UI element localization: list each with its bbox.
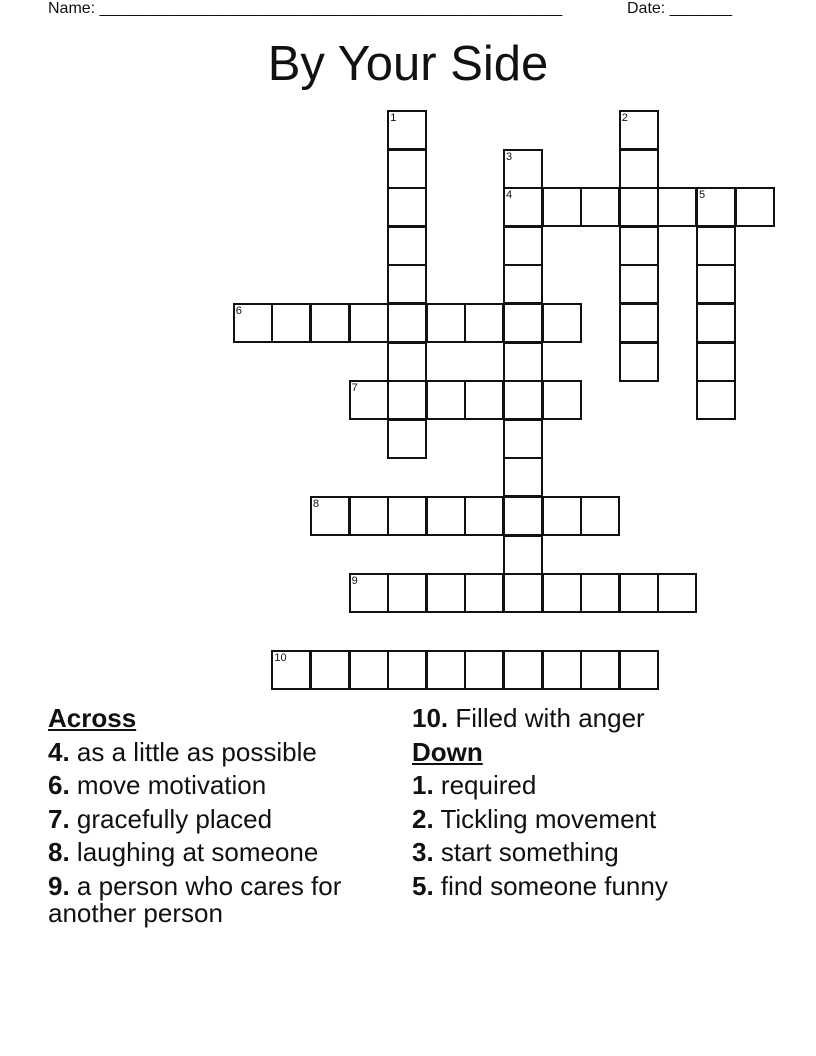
grid-cell[interactable] (657, 187, 697, 227)
grid-cell[interactable] (503, 496, 543, 536)
clues-column-left (48, 702, 388, 927)
grid-cell[interactable] (426, 380, 466, 420)
grid-cell[interactable] (735, 187, 775, 227)
grid-cell[interactable] (696, 226, 736, 266)
across-clue-10 (412, 702, 782, 736)
grid-cell[interactable] (696, 380, 736, 420)
clue-text: as a little as possible (76, 736, 317, 767)
grid-cell[interactable] (387, 110, 427, 150)
across-clue-4 (48, 736, 388, 770)
name-field-label: Name: ____________________________________________________ (48, 0, 563, 17)
grid-cell[interactable] (542, 496, 582, 536)
grid-cell[interactable] (503, 650, 543, 690)
grid-cell[interactable] (349, 573, 389, 613)
date-field-label: Date: _______ (627, 0, 732, 17)
grid-cell[interactable] (387, 303, 427, 343)
grid-cell[interactable] (464, 303, 504, 343)
clue-text: a person who cares for another person (48, 870, 342, 928)
grid-cell[interactable] (503, 187, 543, 227)
grid-cell[interactable] (387, 149, 427, 189)
across-clue-6 (48, 769, 388, 803)
grid-cell[interactable] (503, 303, 543, 343)
clue-number: 5. (412, 870, 434, 901)
grid-cell[interactable] (619, 226, 659, 266)
grid-cell[interactable] (387, 264, 427, 304)
clue-text: move motivation (76, 770, 267, 800)
grid-cell[interactable] (271, 650, 311, 690)
down-clue-1 (412, 769, 782, 803)
clue-text: required (440, 770, 537, 800)
grid-cell[interactable] (619, 650, 659, 690)
down-clue-3 (412, 836, 782, 870)
clue-number: 8. (48, 837, 70, 867)
clue-number-label: 8 (313, 498, 320, 510)
down-clue-2 (412, 803, 782, 837)
grid-cell[interactable] (542, 303, 582, 343)
clue-number: 1. (412, 770, 434, 800)
grid-cell[interactable] (310, 496, 350, 536)
grid-cell[interactable] (503, 535, 543, 575)
grid-cell[interactable] (271, 303, 311, 343)
down-clue-5 (412, 870, 782, 904)
across-clue-9 (48, 870, 388, 927)
clue-number-label: 2 (621, 112, 628, 124)
grid-cell[interactable] (233, 303, 273, 343)
grid-cell[interactable] (503, 380, 543, 420)
grid-cell[interactable] (542, 573, 582, 613)
grid-cell[interactable] (580, 496, 620, 536)
clue-text: Filled with anger (455, 703, 645, 733)
clue-number-label: 5 (699, 189, 706, 202)
grid-cell[interactable] (349, 650, 389, 690)
grid-cell[interactable] (696, 264, 736, 304)
grid-cell[interactable] (503, 226, 543, 266)
grid-cell[interactable] (542, 380, 582, 420)
grid-cell[interactable] (426, 496, 466, 536)
grid-cell[interactable] (387, 380, 427, 420)
clue-number-label: 3 (506, 150, 513, 163)
grid-cell[interactable] (503, 342, 543, 382)
grid-cell[interactable] (387, 187, 427, 227)
grid-cell[interactable] (310, 650, 350, 690)
clue-number: 7. (48, 803, 70, 834)
grid-cell[interactable] (503, 264, 543, 304)
grid-cell[interactable] (426, 573, 466, 613)
clue-text: laughing at someone (76, 837, 319, 867)
grid-cell[interactable] (503, 149, 543, 189)
clue-number: 3. (412, 837, 434, 867)
grid-cell[interactable] (349, 380, 389, 420)
clue-number-label: 9 (351, 575, 358, 588)
grid-cell[interactable] (464, 380, 504, 420)
grid-cell[interactable] (619, 303, 659, 343)
grid-cell[interactable] (349, 303, 389, 343)
grid-cell[interactable] (619, 110, 659, 150)
grid-cell[interactable] (426, 650, 466, 690)
grid-cell[interactable] (310, 303, 350, 343)
grid-cell[interactable] (464, 650, 504, 690)
grid-cell[interactable] (387, 496, 427, 536)
grid-cell[interactable] (387, 342, 427, 382)
grid-cell[interactable] (580, 187, 620, 227)
grid-cell[interactable] (387, 226, 427, 266)
grid-cell[interactable] (542, 187, 582, 227)
grid-cell[interactable] (503, 573, 543, 613)
clue-number: 4. (48, 736, 70, 767)
grid-cell[interactable] (464, 496, 504, 536)
across-clue-7 (48, 803, 388, 837)
grid-cell[interactable] (503, 419, 543, 459)
clue-text: Tickling movement (440, 803, 657, 834)
grid-cell[interactable] (696, 187, 736, 227)
clue-text: find someone funny (440, 870, 668, 901)
grid-cell[interactable] (619, 342, 659, 382)
clue-number: 9. (48, 870, 70, 901)
grid-cell[interactable] (619, 187, 659, 227)
clue-number: 2. (412, 803, 434, 834)
clue-number-label: 10 (274, 652, 287, 665)
clue-number-label: 7 (351, 382, 358, 395)
clue-text: gracefully placed (76, 803, 273, 834)
clue-number-label: 6 (235, 305, 242, 317)
grid-cell[interactable] (619, 573, 659, 613)
clue-text: start something (440, 837, 619, 867)
grid-cell[interactable] (503, 457, 543, 497)
grid-cell[interactable] (657, 573, 697, 613)
grid-cell[interactable] (696, 342, 736, 382)
grid-cell[interactable] (426, 303, 466, 343)
grid-cell[interactable] (619, 264, 659, 304)
grid-cell[interactable] (542, 650, 582, 690)
across-clue-8 (48, 836, 388, 870)
grid-cell[interactable] (349, 496, 389, 536)
clues-column-right (412, 702, 782, 903)
grid-cell[interactable] (387, 573, 427, 613)
grid-cell[interactable] (387, 419, 427, 459)
clue-number: 6. (48, 770, 70, 800)
clue-number-label: 1 (390, 112, 397, 124)
clue-number: 10. (412, 703, 449, 733)
grid-cell[interactable] (580, 650, 620, 690)
grid-cell[interactable] (387, 650, 427, 690)
grid-cell[interactable] (619, 149, 659, 189)
grid-cell[interactable] (696, 303, 736, 343)
puzzle-title: By Your Side (267, 37, 549, 91)
grid-cell[interactable] (580, 573, 620, 613)
down-heading: Down (412, 736, 483, 767)
across-heading: Across (48, 703, 137, 733)
clue-number-label: 4 (506, 189, 513, 202)
grid-cell[interactable] (464, 573, 504, 613)
